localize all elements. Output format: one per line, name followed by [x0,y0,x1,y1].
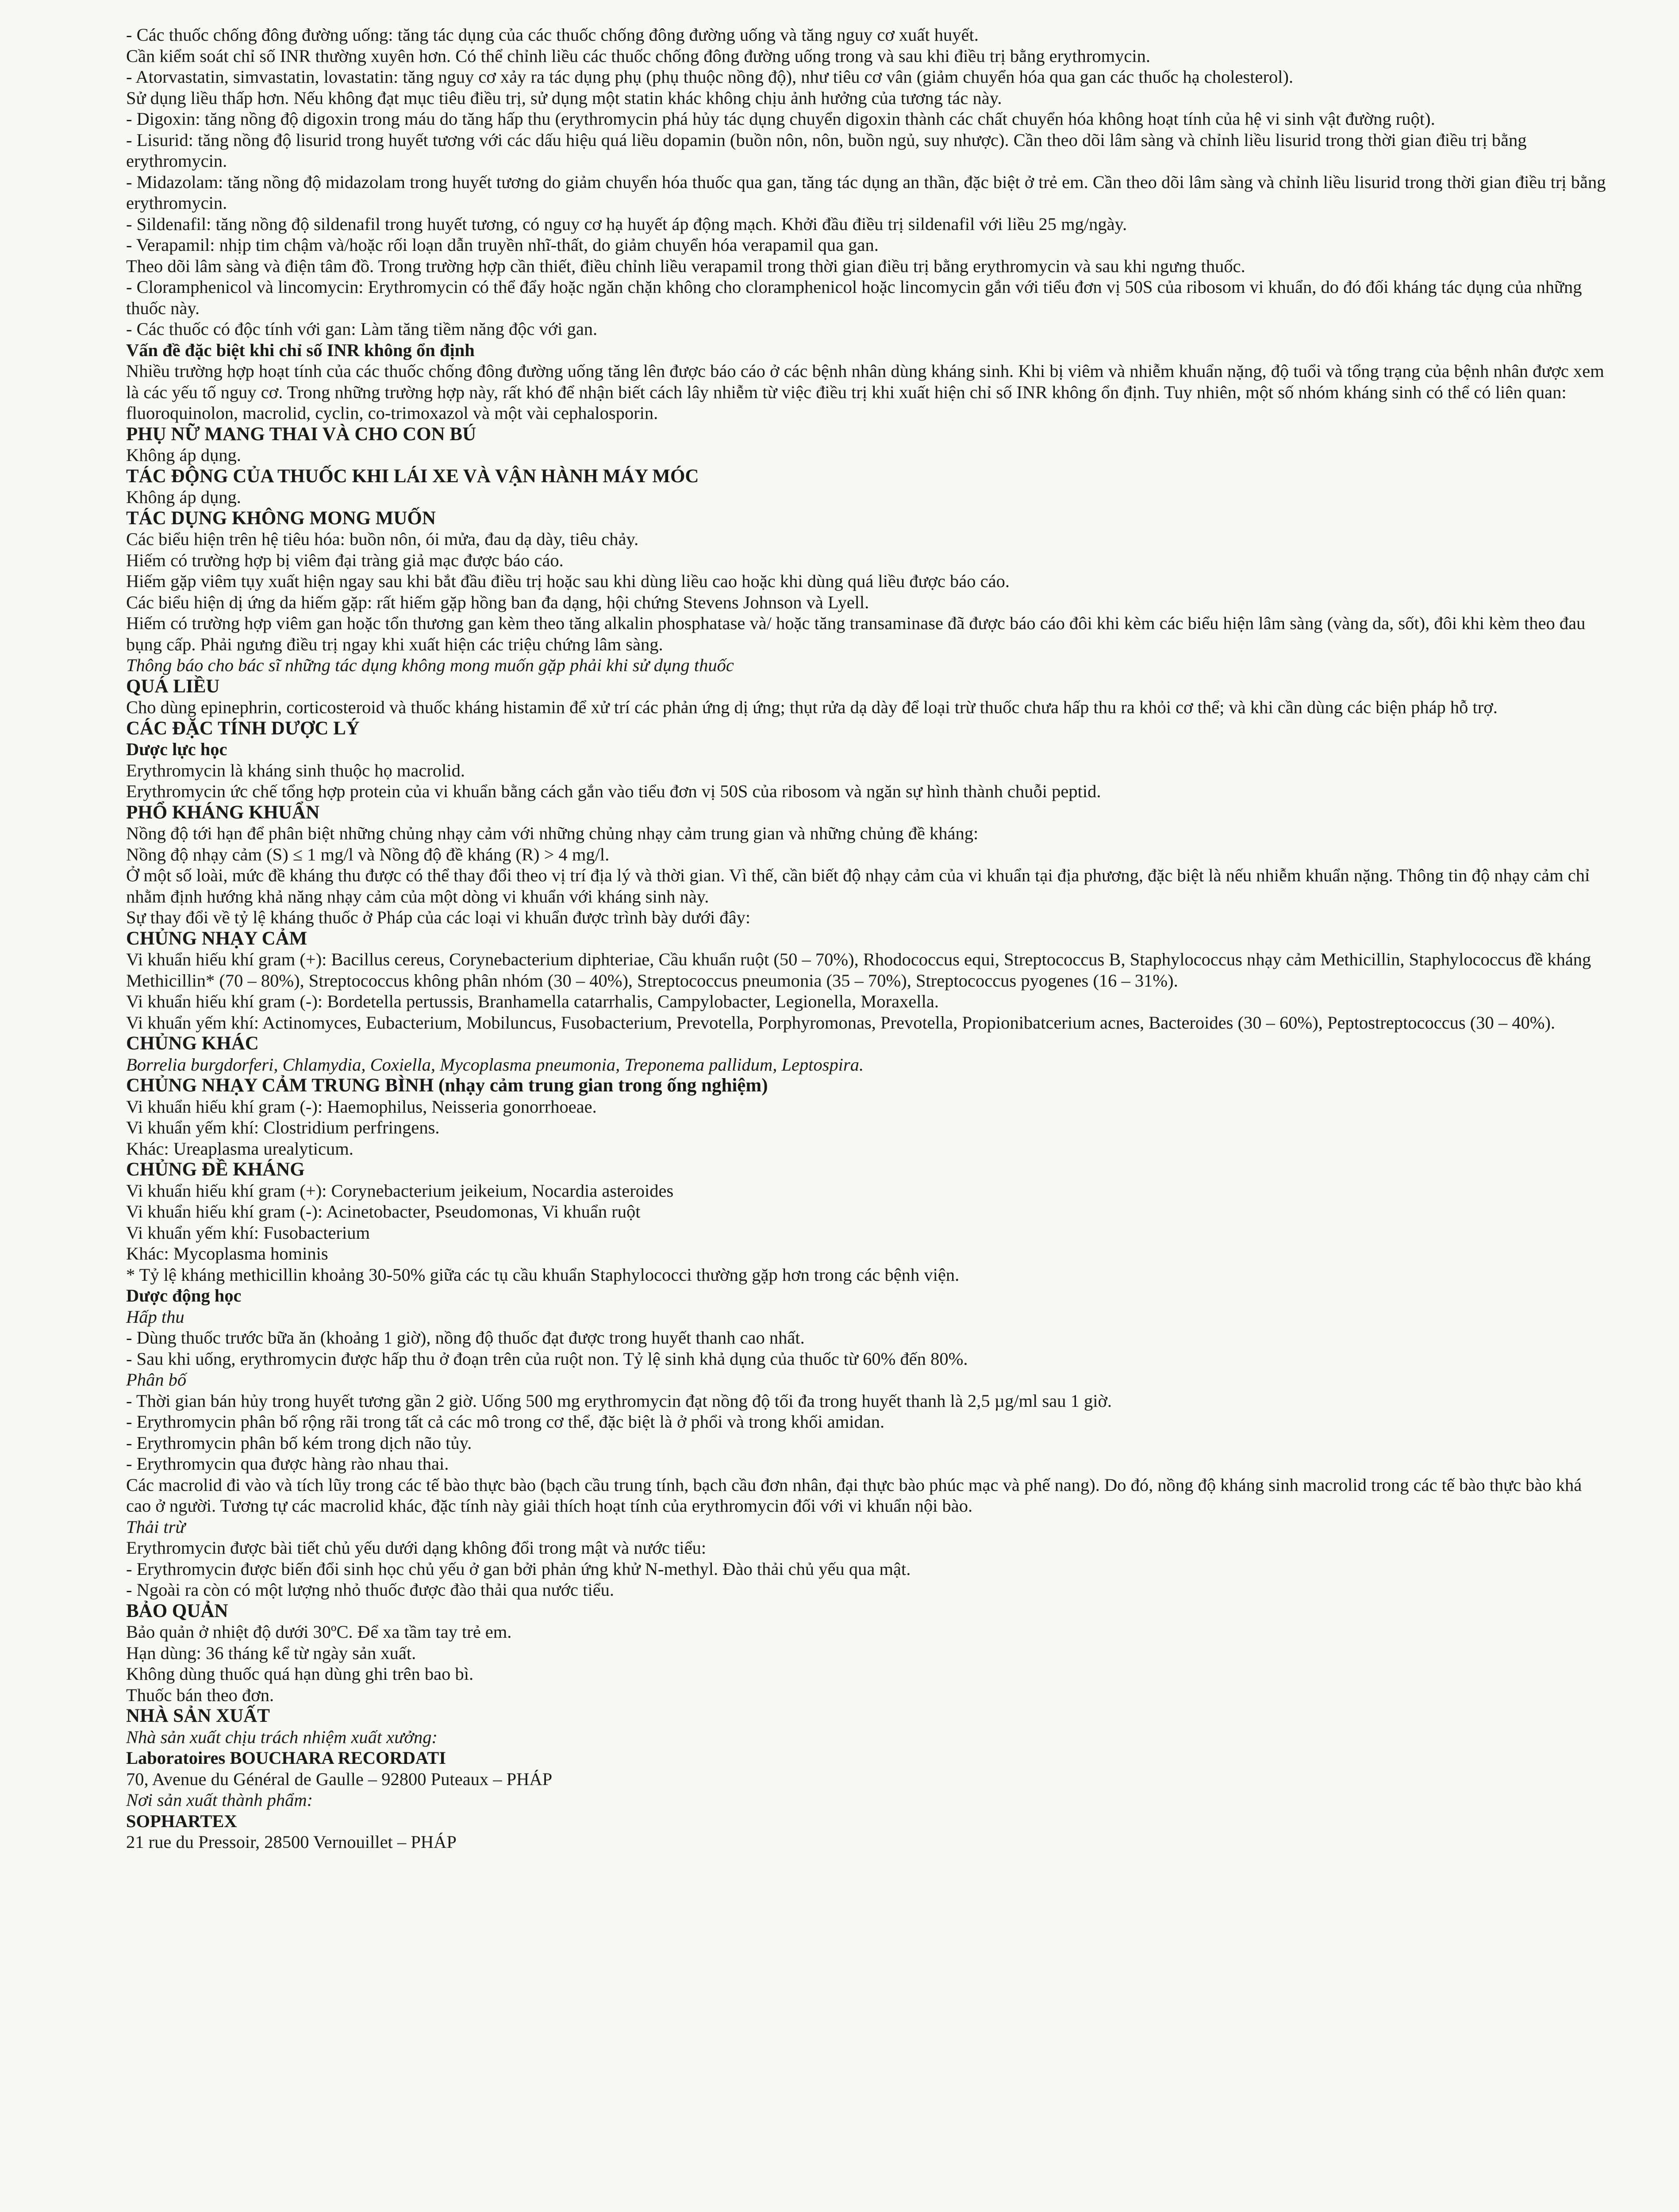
text-line: Cần kiểm soát chỉ số INR thường xuyên hơn. Có thể chỉnh liều các thuốc chống đông đường uống trong và sau khi điều trị bằng erythromycin. [126,46,1150,66]
subheading: Vấn đề đặc biệt khi chỉ số INR không ổn định [126,340,475,360]
section-heading: TÁC DỤNG KHÔNG MONG MUỐN [126,507,436,529]
text-line: - Verapamil: nhịp tim chậm và/hoặc rối loạn dẫn truyền nhĩ-thất, do giảm chuyển hóa verapamil qua gan. [126,235,879,255]
text-line: Vi khuẩn yếm khí: Actinomyces, Eubacterium, Mobiluncus, Fusobacterium, Prevotella, Porphyromonas, Prevotella, Propionibatcerium acnes, Bacteroides (30 – 60%), Peptostreptococcus (30 – 40%). [126,1012,1556,1033]
text-line: Hiếm có trường hợp viêm gan hoặc tổn thương gan kèm theo tăng alkalin phosphatase và/ hoặc tăng transaminase đã được báo cáo đôi khi kèm các biểu hiện lâm sàng (vàng da, sốt), đôi khi kèm theo đau bụng cấp. Phải ngưng điều trị ngay khi xuất hiện các triệu chứng lâm sàng. [126,613,1586,654]
text-line: Bảo quản ở nhiệt độ dưới 30ºC. Để xa tầm tay trẻ em. [126,1622,512,1642]
section-heading: CHỦNG KHÁC [126,1033,259,1054]
subheading: Dược lực học [126,739,227,759]
subheading: SOPHARTEX [126,1811,237,1831]
text-line: Khác: Ureaplasma urealyticum. [126,1138,353,1159]
text-line: Không dùng thuốc quá hạn dùng ghi trên bao bì. [126,1664,474,1684]
section-heading: PHỔ KHÁNG KHUẨN [126,802,320,823]
text-line: Hạn dùng: 36 tháng kể từ ngày sản xuất. [126,1643,416,1663]
section-heading: TÁC ĐỘNG CỦA THUỐC KHI LÁI XE VÀ VẬN HÀNH MÁY MÓC [126,465,699,487]
text-line: Vi khuẩn hiếu khí gram (-): Bordetella pertussis, Branhamella catarrhalis, Campylobacter, Legionella, Moraxella. [126,991,939,1011]
text-line: Nhà sản xuất chịu trách nhiệm xuất xưởng: [126,1727,438,1747]
text-line: Vi khuẩn hiếu khí gram (-): Acinetobacter, Pseudomonas, Vi khuẩn ruột [126,1202,641,1221]
text-line: - Erythromycin được biến đổi sinh học chủ yếu ở gan bởi phản ứng khử N-methyl. Đào thải chủ yếu qua mật. [126,1559,911,1579]
text-line: - Ngoài ra còn có một lượng nhỏ thuốc được đào thải qua nước tiểu. [126,1580,614,1600]
text-line: 21 rue du Pressoir, 28500 Vernouillet – PHÁP [126,1832,457,1852]
text-line: - Sildenafil: tăng nồng độ sildenafil trong huyết tương, có nguy cơ hạ huyết áp động mạch. Khởi đầu điều trị sildenafil với liều 25 mg/ngày. [126,214,1127,234]
text-line: Các biểu hiện trên hệ tiêu hóa: buồn nôn, ói mửa, đau dạ dày, tiêu chảy. [126,529,639,549]
text-line: Không áp dụng. [126,445,241,465]
text-line: - Các thuốc chống đông đường uống: tăng tác dụng của các thuốc chống đông đường uống và tăng nguy cơ xuất huyết. [126,25,979,45]
section-heading: CHỦNG NHẠY CẢM [126,928,307,949]
section-heading: NHÀ SẢN XUẤT [126,1705,270,1726]
section-heading: QUÁ LIỀU [126,676,220,697]
text-line: - Cloramphenicol và lincomycin: Erythromycin có thể đẩy hoặc ngăn chặn không cho cloramphenicol hoặc lincomycin gắn với tiểu đơn vị 50S của ribosom vi khuẩn, do đó đối kháng tác dụng của những thuốc này. [126,277,1582,318]
text-line: Khác: Mycoplasma hominis [126,1244,328,1263]
text-line: - Dùng thuốc trước bữa ăn (khoảng 1 giờ), nồng độ thuốc đạt được trong huyết thanh cao nhất. [126,1328,805,1348]
text-line: 70, Avenue du Général de Gaulle – 92800 Puteaux – PHÁP [126,1769,553,1789]
text-line: Ở một số loài, mức đề kháng thu được có thể thay đổi theo vị trí địa lý và thời gian. Vì thế, cần biết độ nhạy cảm của vi khuẩn tại địa phương, đặc biệt là nếu nhiễm khuẩn nặng. Thông tin độ nhạy cảm chỉ nhằm định hướng khả năng nhạy cảm của một dòng vi khuẩn với kháng sinh này. [126,865,1590,906]
text-line: Các macrolid đi vào và tích lũy trong các tế bào thực bào (bạch cầu trung tính, bạch cầu đơn nhân, đại thực bào phúc mạc và phế nang). Do đó, nồng độ kháng sinh macrolid trong các tế bào thực bào khá cao ở người. Tương tự các macrolid khác, đặc tính này giải thích hoạt tính của erythromycin đối với vi khuẩn nội bào. [126,1475,1582,1516]
subheading: Laboratoires BOUCHARA RECORDATI [126,1748,446,1768]
text-line: Không áp dụng. [126,487,241,507]
text-line: Borrelia burgdorferi, Chlamydia, Coxiella, Mycoplasma pneumonia, Treponema pallidum, Leptospira. [126,1054,864,1075]
text-line: Theo dõi lâm sàng và điện tâm đồ. Trong trường hợp cần thiết, điều chỉnh liều verapamil trong thời gian điều trị bằng erythromycin và sau khi ngưng thuốc. [126,256,1245,276]
text-line: Nồng độ nhạy cảm (S) ≤ 1 mg/l và Nồng độ đề kháng (R) > 4 mg/l. [126,844,610,864]
text-line: Sử dụng liều thấp hơn. Nếu không đạt mục tiêu điều trị, sử dụng một statin khác không chịu ảnh hưởng của tương tác này. [126,88,1002,108]
section-heading: CÁC ĐẶC TÍNH DƯỢC LÝ [126,718,360,739]
text-line: Vi khuẩn yếm khí: Fusobacterium [126,1222,370,1243]
text-line: Sự thay đổi về tỷ lệ kháng thuốc ở Pháp của các loại vi khuẩn được trình bày dưới đây: [126,907,751,927]
text-line: - Erythromycin qua được hàng rào nhau thai. [126,1454,449,1474]
text-line: Hiếm có trường hợp bị viêm đại tràng giả mạc được báo cáo. [126,550,564,570]
text-line: - Erythromycin phân bố kém trong dịch não tủy. [126,1432,472,1453]
text-line: - Erythromycin phân bố rộng rãi trong tất cả các mô trong cơ thể, đặc biệt là ở phổi và trong khối amidan. [126,1412,885,1432]
text-line: Phân bố [126,1370,187,1390]
text-line: Nơi sản xuất thành phẩm: [126,1790,313,1810]
text-line: - Các thuốc có độc tính với gan: Làm tăng tiềm năng độc với gan. [126,319,598,339]
text-line: - Sau khi uống, erythromycin được hấp thu ở đoạn trên của ruột non. Tỷ lệ sinh khả dụng của thuốc từ 60% đến 80%. [126,1348,968,1369]
text-line: Thải trừ [126,1517,185,1537]
text-line: Vi khuẩn hiếu khí gram (+): Corynebacterium jeikeium, Nocardia asteroides [126,1180,674,1201]
text-line: Vi khuẩn hiếu khí gram (+): Bacillus cereus, Corynebacterium diphteriae, Cầu khuẩn ruột (50 – 70%), Rhodococcus equi, Streptococcus B, Staphylococcus nhạy cảm Methicillin, Staphylococcus đề kháng Methicillin* (70 – 80%), Streptococcus không phân nhóm (30 – 40%), Streptococcus pneumonia (35 – 70%), Streptococcus pyogenes (16 – 31%). [126,949,1591,991]
text-line: - Atorvastatin, simvastatin, lovastatin: tăng nguy cơ xảy ra tác dụng phụ (phụ thuộc nồng độ), như tiêu cơ vân (giảm chuyển hóa qua gan các thuốc hạ cholesterol). [126,67,1294,87]
text-line: Erythromycin là kháng sinh thuộc họ macrolid. [126,760,465,780]
section-heading: BẢO QUẢN [126,1600,228,1621]
text-line: Thông báo cho bác sĩ những tác dụng không mong muốn gặp phải khi sử dụng thuốc [126,655,734,675]
text-line: Các biểu hiện dị ứng da hiếm gặp: rất hiếm gặp hồng ban đa dạng, hội chứng Stevens Johnson và Lyell. [126,592,869,612]
text-line: - Lisurid: tăng nồng độ lisurid trong huyết tương với các dấu hiệu quá liều dopamin (buồn nôn, nôn, buồn ngủ, suy nhược). Cần theo dõi lâm sàng và chỉnh liều lisurid trong thời gian điều trị bằng erythromycin. [126,130,1527,171]
text-line: * Tỷ lệ kháng methicillin khoảng 30-50% giữa các tụ cầu khuẩn Staphylococci thường gặp hơn trong các bệnh viện. [126,1264,960,1285]
text-line: Cho dùng epinephrin, corticosteroid và thuốc kháng histamin để xử trí các phản ứng dị ứng; thụt rửa dạ dày để loại trừ thuốc chưa hấp thu ra khỏi cơ thể; và khi cần dùng các biện pháp hỗ trợ. [126,697,1498,717]
text-line: - Digoxin: tăng nồng độ digoxin trong máu do tăng hấp thu (erythromycin phá hủy tác dụng chuyển digoxin thành các chất chuyển hóa không hoạt tính của hệ vi sinh vật đường ruột). [126,109,1435,129]
text-line: Erythromycin ức chế tổng hợp protein của vi khuẩn bằng cách gắn vào tiểu đơn vị 50S của ribosom và ngăn sự hình thành chuỗi peptid. [126,781,1101,801]
text-line: Hấp thu [126,1306,184,1327]
text-line: Vi khuẩn yếm khí: Clostridium perfringens. [126,1118,440,1137]
text-line: Vi khuẩn hiếu khí gram (-): Haemophilus, Neisseria gonorrhoeae. [126,1096,597,1117]
leaflet-text [126,24,1606,1853]
text-line: Erythromycin được bài tiết chủ yếu dưới dạng không đổi trong mật và nước tiểu: [126,1538,707,1558]
text-line: - Midazolam: tăng nồng độ midazolam trong huyết tương do giảm chuyển hóa thuốc qua gan, tăng tác dụng an thần, đặc biệt ở trẻ em. Cần theo dõi lâm sàng và chỉnh liều lisurid trong thời gian điều trị bằng erythromycin. [126,172,1606,213]
section-heading: CHỦNG ĐỀ KHÁNG [126,1159,305,1180]
text-line: - Thời gian bán hủy trong huyết tương gần 2 giờ. Uống 500 mg erythromycin đạt nồng độ tối đa trong huyết thanh là 2,5 µg/ml sau 1 giờ. [126,1390,1112,1411]
subheading: Dược động học [126,1286,242,1306]
text-line: Hiếm gặp viêm tụy xuất hiện ngay sau khi bắt đầu điều trị hoặc sau khi dùng liều cao hoặc khi dùng quá liều được báo cáo. [126,571,1010,591]
text-line: Nhiều trường hợp hoạt tính của các thuốc chống đông đường uống tăng lên được báo cáo ở các bệnh nhân dùng kháng sinh. Khi bị viêm và nhiễm khuẩn nặng, độ tuổi và tổng trạng của bệnh nhân được xem là các yếu tố nguy cơ. Trong những trường hợp này, rất khó để nhận biết cách lây nhiễm từ việc điều trị khi xuất hiện chỉ số INR không ổn định. Tuy nhiên, một số nhóm kháng sinh có thể có liên quan: fluoroquinolon, macrolid, cyclin, co-trimoxazol và một vài cephalosporin. [126,361,1604,423]
section-heading: CHỦNG NHẠY CẢM TRUNG BÌNH (nhạy cảm trung gian trong ống nghiệm) [126,1075,768,1096]
text-line: Nồng độ tới hạn để phân biệt những chủng nhạy cảm với những chủng nhạy cảm trung gian và những chủng đề kháng: [126,823,979,843]
section-heading: PHỤ NỮ MANG THAI VÀ CHO CON BÚ [126,423,476,445]
text-line: Thuốc bán theo đơn. [126,1685,274,1705]
